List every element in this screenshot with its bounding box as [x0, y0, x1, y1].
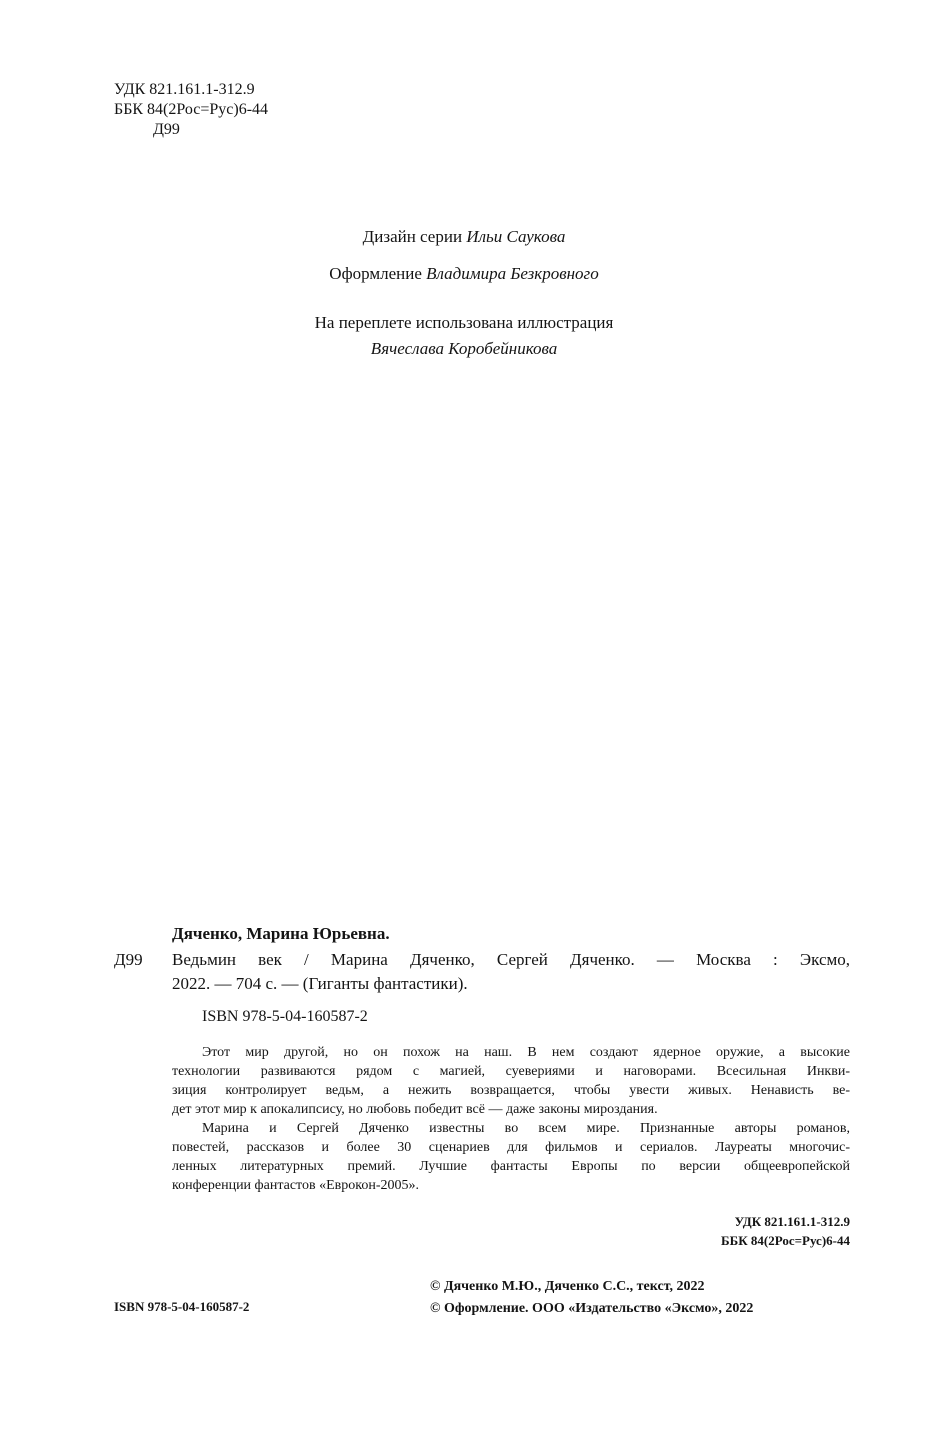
bbk-code-bold: ББК 84(2Рос=Рус)6-44: [721, 1233, 850, 1248]
annotation-line: конференции фантастов «Еврокон-2005».: [172, 1178, 419, 1193]
series-design-prefix: Дизайн серии: [362, 227, 467, 246]
annotation-line: технологии развиваются рядом с магией, суевериями и наговорами. Всесильная Инкви-: [172, 1064, 850, 1079]
copyright-block: [430, 1276, 753, 1320]
annotation-line: Марина и Сергей Дяченко известны во всем мире. Признанные авторы романов,: [202, 1121, 850, 1136]
udk-code: УДК 821.161.1-312.9: [114, 81, 255, 98]
annotation-paragraph-1: [172, 1043, 850, 1119]
annotation-line: ленных литературных премий. Лучшие фантасты Европы по версии общеевропейской: [172, 1159, 850, 1174]
classification-bold-block: [721, 1212, 850, 1250]
author-heading: Дяченко, Марина Юрьевна.: [172, 924, 390, 943]
series-design-credit: [0, 225, 928, 249]
author-mark: Д99: [153, 121, 180, 138]
annotation-line: Этот мир другой, но он похож на наш. В нем создают ядерное оружие, а высокие: [202, 1045, 850, 1060]
classification-block: [114, 80, 268, 140]
copyright-design: © Оформление. ООО «Издательство «Эксмо», 2022: [430, 1301, 754, 1316]
bbk-code: ББК 84(2Рос=Рус)6-44: [114, 101, 269, 118]
annotation-line: зиция контролирует ведьм, а нежить возвращается, чтобы увести живых. Ненависть ве-: [172, 1083, 850, 1098]
bib-code: Д99: [114, 950, 143, 969]
udk-code-bold: УДК 821.161.1-312.9: [734, 1214, 850, 1229]
layout-designer-name: Владимира Безкровного: [426, 264, 599, 283]
layout-prefix: Оформление: [329, 264, 427, 283]
cover-illustration-credit: На переплете использована иллюстрация: [314, 313, 614, 332]
bib-line-2: 2022. — 704 с. — (Гиганты фантастики).: [172, 974, 468, 993]
isbn-bottom: ISBN 978-5-04-160587-2: [114, 1299, 250, 1314]
annotation-paragraph-2: [172, 1119, 850, 1195]
cover-illustrator-name: [0, 337, 928, 361]
cover-illustrator: Вячеслава Коробейникова: [370, 339, 558, 358]
annotation-line: дет этот мир к апокалипсису, но любовь победит всё — даже законы мироздания.: [172, 1102, 658, 1117]
layout-credit: [0, 262, 928, 286]
bib-isbn: ISBN 978-5-04-160587-2: [202, 1008, 368, 1025]
bib-line-1: Ведьмин век / Марина Дяченко, Сергей Дяченко. — Москва : Эксмо,: [172, 950, 850, 969]
copyright-text: © Дяченко М.Ю., Дяченко С.С., текст, 2022: [430, 1279, 705, 1294]
bib-description: [172, 948, 850, 996]
series-designer-name: Ильи Саукова: [466, 227, 566, 246]
annotation-line: повестей, рассказов и более 30 сценариев для фильмов и сериалов. Лауреаты многочис-: [172, 1140, 850, 1155]
annotation: [172, 1043, 850, 1195]
